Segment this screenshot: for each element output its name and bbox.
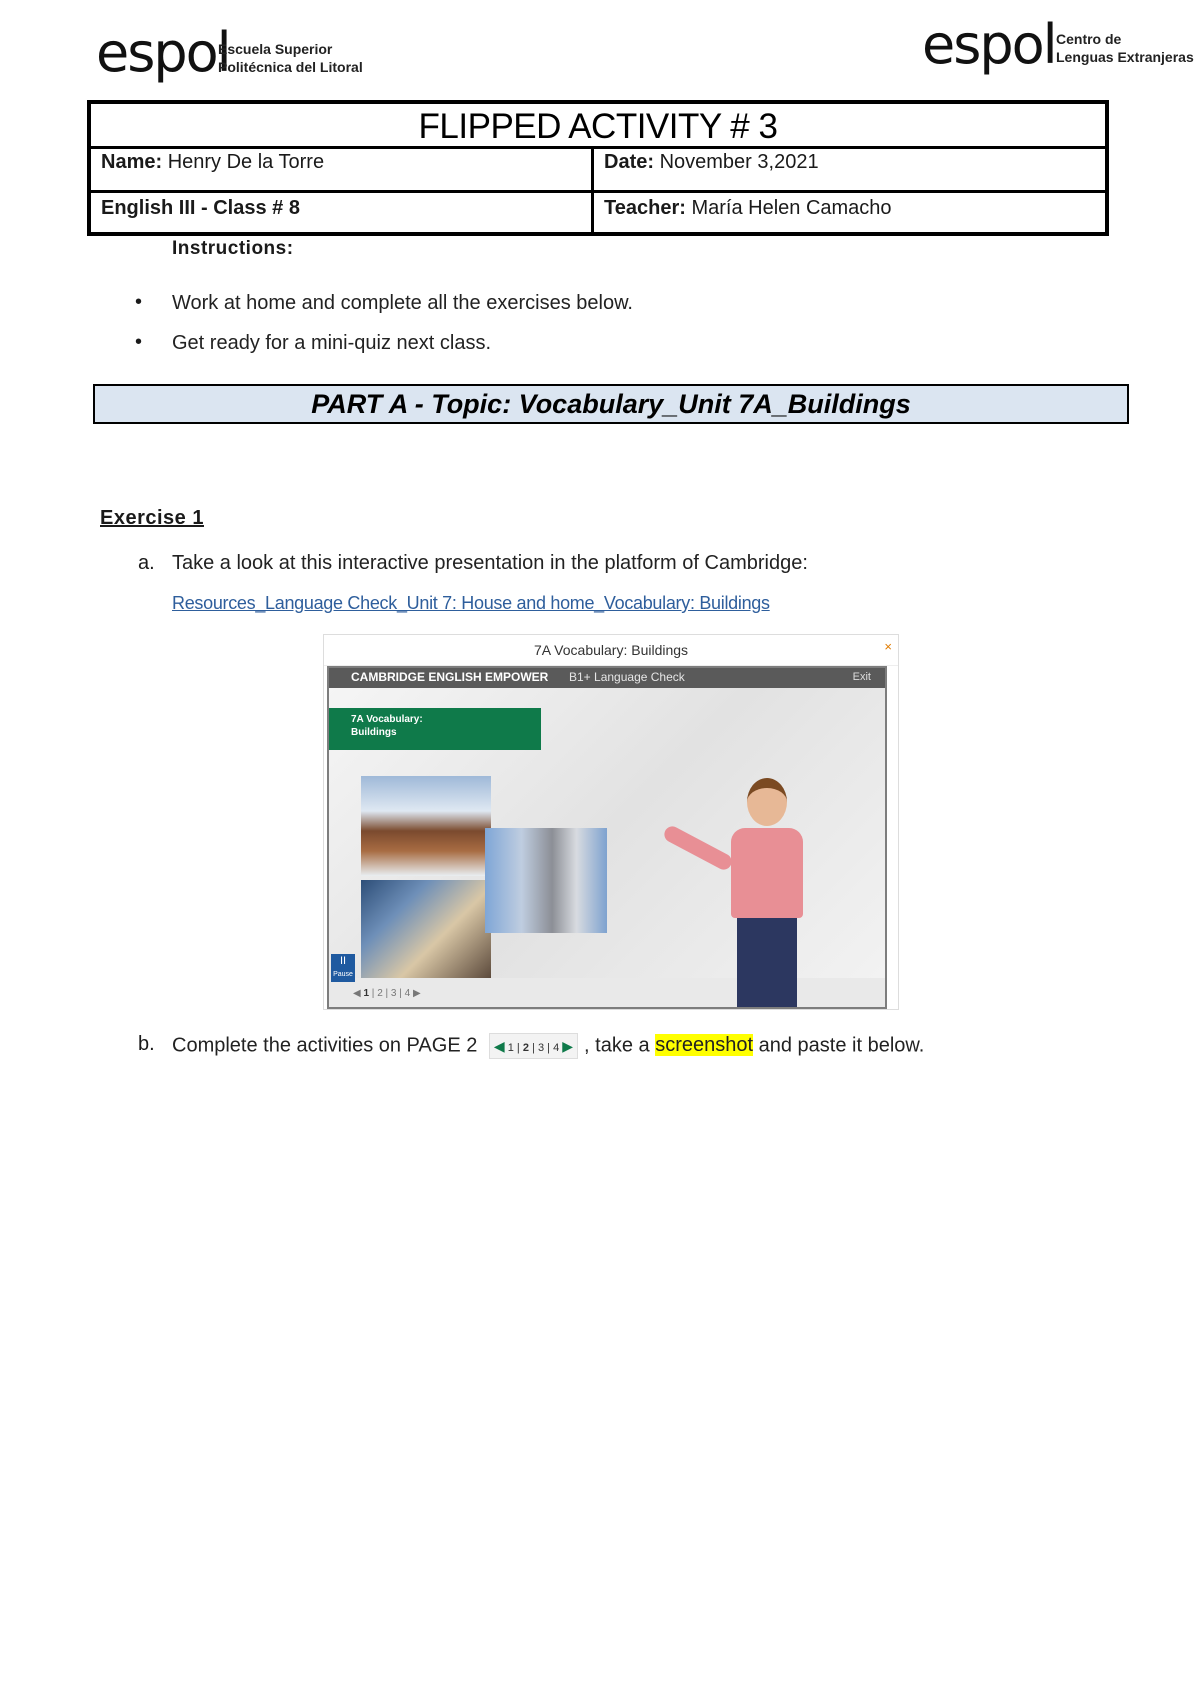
apartment-interior-photo — [361, 880, 491, 978]
logo-right-line2: Lenguas Extranjeras — [1056, 49, 1194, 65]
page-2: 2 — [377, 988, 383, 999]
header-row-2 — [91, 193, 1105, 236]
unit-tag-line1: 7A Vocabulary: — [351, 714, 423, 725]
header-table — [87, 100, 1109, 236]
presenter-skirt — [737, 918, 797, 1008]
class-cell — [91, 193, 591, 236]
cambridge-resource-link[interactable]: Resources_Language Check_Unit 7: House and home_Vocabulary: Buildings — [172, 593, 770, 613]
chalet-photo — [361, 776, 491, 876]
logo-left-line1: Escuela Superior — [218, 41, 333, 57]
highlighted-screenshot-word: screenshot — [655, 1034, 754, 1057]
espol-logo-left: espol — [96, 21, 230, 84]
level-label: B1+ Language Check — [569, 670, 685, 684]
item-b-text-2: , take a — [584, 1034, 650, 1057]
item-b-marker: b. — [138, 1033, 155, 1055]
espol-logo-right: espol — [922, 13, 1056, 76]
class-label: English III - Class # 8 — [101, 197, 300, 219]
teacher-value: María Helen Camacho — [691, 197, 892, 219]
date-label: Date: — [604, 151, 655, 173]
mini-page-2: 2 — [522, 1042, 529, 1054]
next-arrow-icon: ▶ — [562, 1038, 574, 1054]
pause-button — [331, 954, 355, 982]
presentation-screenshot — [323, 634, 899, 1010]
pause-icon: II — [339, 955, 347, 967]
presenter-arm — [662, 824, 735, 873]
tower-block-photo — [485, 828, 607, 933]
teacher-cell — [591, 193, 1109, 236]
page-nav-thumbnail: ◀ 1 | 2 | 3 | 4 ▶ — [489, 1033, 578, 1059]
name-cell — [91, 147, 591, 190]
mini-page-4: 4 — [553, 1042, 560, 1054]
item-b-text-1: Complete the activities on PAGE 2 — [172, 1034, 478, 1057]
instructions-label: Instructions: — [172, 238, 294, 259]
screenshot-window-title: 7A Vocabulary: Buildings — [324, 635, 898, 666]
teacher-label: Teacher: — [604, 197, 686, 219]
name-label: Name: — [101, 151, 163, 173]
logo-right-subtitle — [1056, 30, 1194, 66]
logo-right-line1: Centro de — [1056, 31, 1122, 47]
logo-left-line2: Politécnica del Litoral — [218, 59, 363, 75]
item-a-marker: a. — [138, 552, 155, 574]
prev-arrow-icon: ◀ — [493, 1038, 505, 1054]
pause-label: Pause — [333, 971, 353, 978]
page-4: 4 — [404, 988, 411, 999]
exit-link: Exit — [852, 671, 871, 683]
activity-title: FLIPPED ACTIVITY # 3 — [91, 104, 1105, 149]
mini-page-3: 3 — [537, 1042, 545, 1054]
page-1: 1 — [363, 988, 370, 999]
presentation-stage — [329, 688, 885, 978]
logo-left-subtitle — [218, 40, 363, 76]
presenter-blouse — [731, 828, 803, 918]
page-3: 3 — [390, 988, 397, 999]
name-value: Henry De la Torre — [167, 151, 325, 173]
mini-page-1: 1 — [507, 1042, 514, 1054]
presentation-frame — [327, 666, 887, 1009]
item-a-text: Take a look at this interactive presentation in the platform of Cambridge: — [172, 552, 808, 574]
date-cell — [591, 147, 1109, 190]
bullet-icon: • — [135, 331, 143, 353]
unit-tag — [329, 708, 541, 750]
part-a-heading: PART A - Topic: Vocabulary_Unit 7A_Buildings — [93, 384, 1129, 424]
instruction-item: Get ready for a mini-quiz next class. — [172, 332, 492, 354]
item-b-text-3: and paste it below. — [758, 1034, 925, 1057]
instruction-item: Work at home and complete all the exercises below. — [172, 292, 633, 314]
unit-tag-line2: Buildings — [351, 727, 397, 738]
item-b-text — [172, 1033, 924, 1059]
presenter-head — [747, 778, 787, 826]
bullet-icon: • — [135, 291, 143, 313]
close-icon: × — [884, 639, 892, 654]
presentation-top-bar — [329, 668, 885, 688]
exercise-1-title: Exercise 1 — [100, 507, 204, 529]
header-row-1 — [91, 147, 1105, 193]
cambridge-brand: CAMBRIDGE ENGLISH EMPOWER — [351, 670, 549, 684]
date-value: November 3,2021 — [659, 151, 819, 173]
page-navigation: ◀ 1 | 2 | 3 | 4 ▶ — [353, 988, 421, 999]
presenter-illustration — [709, 778, 819, 1009]
